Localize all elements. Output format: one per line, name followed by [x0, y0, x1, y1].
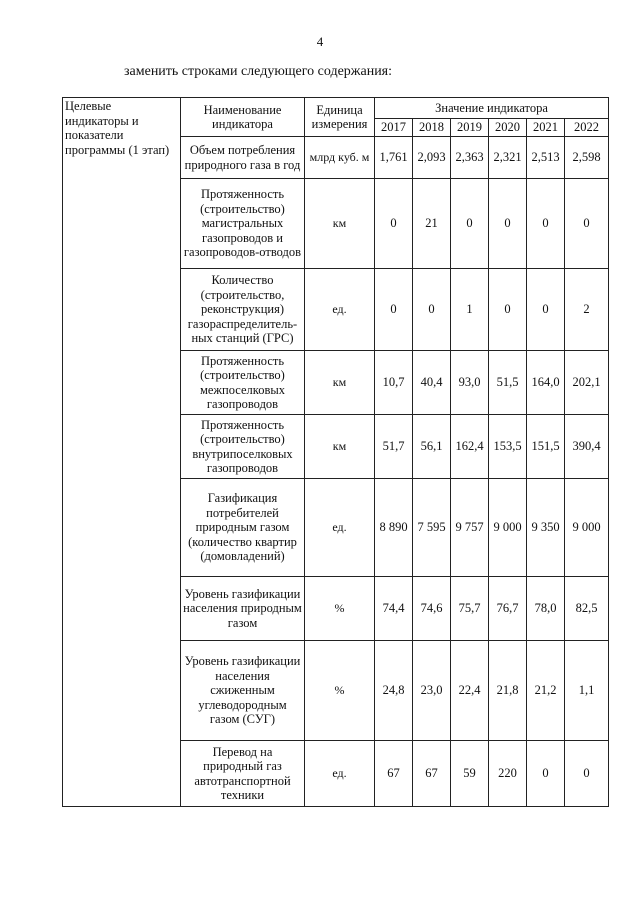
indicator-value: 0: [527, 269, 565, 351]
indicator-value: 1: [451, 269, 489, 351]
indicator-unit: %: [305, 577, 375, 641]
indicator-value: 82,5: [565, 577, 609, 641]
indicator-value: 2,598: [565, 137, 609, 179]
indicator-value: 202,1: [565, 351, 609, 415]
indicator-unit: млрд куб. м: [305, 137, 375, 179]
indicator-value: 153,5: [489, 415, 527, 479]
indicator-value: 24,8: [375, 641, 413, 741]
indicator-value: 22,4: [451, 641, 489, 741]
indicator-name: Количество (строительство, реконструкция) газораспределитель-ных станций (ГРС): [181, 269, 305, 351]
indicator-value: 0: [565, 179, 609, 269]
table-header-row: [63, 98, 609, 119]
name-column-header: Наименование индикатора: [181, 98, 305, 137]
indicator-value: 2,093: [413, 137, 451, 179]
indicator-value: 78,0: [527, 577, 565, 641]
indicator-name: Уровень газификации населения сжиженным углеводородным газом (СУГ): [181, 641, 305, 741]
year-header: 2017: [375, 119, 413, 137]
goal-cell: Целевые индикаторы и показатели программы (1 этап): [63, 98, 181, 807]
indicator-unit: ед.: [305, 479, 375, 577]
unit-column-header: Единица измерения: [305, 98, 375, 137]
indicator-value: 51,7: [375, 415, 413, 479]
indicator-value: 1,761: [375, 137, 413, 179]
indicator-value: 9 000: [489, 479, 527, 577]
indicator-value: 59: [451, 741, 489, 807]
indicator-value: 0: [527, 741, 565, 807]
indicator-value: 1,1: [565, 641, 609, 741]
indicator-value: 74,4: [375, 577, 413, 641]
year-header: 2022: [565, 119, 609, 137]
indicator-value: 56,1: [413, 415, 451, 479]
year-header: 2021: [527, 119, 565, 137]
intro-text: заменить строками следующего содержания:: [124, 64, 393, 79]
indicator-unit: км: [305, 351, 375, 415]
indicator-name: Протяженность (строительство) межпоселковых газопроводов: [181, 351, 305, 415]
indicator-value: 0: [451, 179, 489, 269]
indicator-value: 390,4: [565, 415, 609, 479]
indicator-value: 220: [489, 741, 527, 807]
indicator-value: 9 350: [527, 479, 565, 577]
value-column-header: Значение индикатора: [375, 98, 609, 119]
indicator-value: 40,4: [413, 351, 451, 415]
indicator-value: 0: [375, 179, 413, 269]
indicator-value: 0: [527, 179, 565, 269]
indicator-value: 93,0: [451, 351, 489, 415]
indicator-unit: %: [305, 641, 375, 741]
indicator-value: 23,0: [413, 641, 451, 741]
indicator-value: 0: [489, 269, 527, 351]
indicator-value: 2,321: [489, 137, 527, 179]
year-header: 2018: [413, 119, 451, 137]
indicator-value: 2,513: [527, 137, 565, 179]
indicator-value: 67: [375, 741, 413, 807]
indicator-value: 0: [375, 269, 413, 351]
indicator-unit: км: [305, 415, 375, 479]
indicator-name: Перевод на природный газ автотранспортной техники: [181, 741, 305, 807]
indicator-value: 2: [565, 269, 609, 351]
indicator-name: Уровень газификации населения природным газом: [181, 577, 305, 641]
indicator-value: 51,5: [489, 351, 527, 415]
indicator-value: 0: [565, 741, 609, 807]
indicator-value: 9 757: [451, 479, 489, 577]
indicator-value: 9 000: [565, 479, 609, 577]
indicator-value: 0: [489, 179, 527, 269]
indicator-name: Протяженность (строительство) магистральных газопроводов и газопроводов-отводов: [181, 179, 305, 269]
indicator-name: Протяженность (строительство) внутрипоселковых газопроводов: [181, 415, 305, 479]
indicator-value: 67: [413, 741, 451, 807]
indicator-unit: ед.: [305, 269, 375, 351]
indicator-name: Объем потребления природного газа в год: [181, 137, 305, 179]
page-number: 4: [316, 34, 324, 49]
indicator-value: 74,6: [413, 577, 451, 641]
indicator-unit: ед.: [305, 741, 375, 807]
indicator-value: 76,7: [489, 577, 527, 641]
indicator-value: 21,2: [527, 641, 565, 741]
indicator-value: 7 595: [413, 479, 451, 577]
indicator-value: 2,363: [451, 137, 489, 179]
indicator-value: 21,8: [489, 641, 527, 741]
indicator-value: 10,7: [375, 351, 413, 415]
year-header: 2020: [489, 119, 527, 137]
indicator-unit: км: [305, 179, 375, 269]
indicator-value: 21: [413, 179, 451, 269]
indicator-name: Газификация потребителей природным газом (количество квартир (домовладений): [181, 479, 305, 577]
indicators-table: [62, 97, 609, 807]
indicator-value: 0: [413, 269, 451, 351]
indicator-value: 164,0: [527, 351, 565, 415]
indicator-value: 75,7: [451, 577, 489, 641]
indicator-value: 151,5: [527, 415, 565, 479]
indicator-value: 162,4: [451, 415, 489, 479]
year-header: 2019: [451, 119, 489, 137]
indicator-value: 8 890: [375, 479, 413, 577]
